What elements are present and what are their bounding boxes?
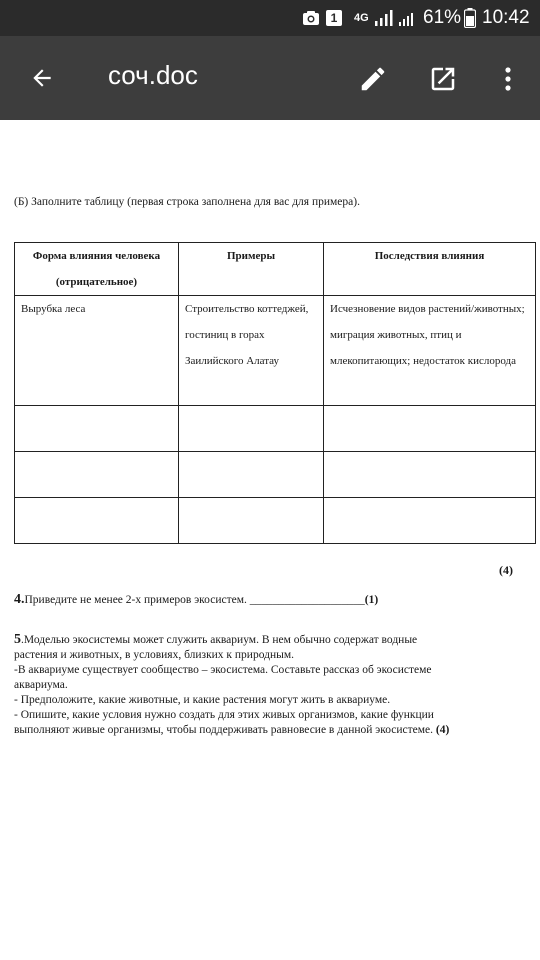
instruction-b: (Б) Заполните таблицу (первая строка заполнена для вас для примера). xyxy=(14,196,360,208)
table-cell[interactable] xyxy=(179,452,324,498)
table-row xyxy=(15,498,536,544)
q5-line: - Опишите, какие условия нужно создать для этих живых организмов, какие функции xyxy=(14,709,434,721)
table-cell[interactable] xyxy=(324,498,536,544)
more-vert-icon[interactable] xyxy=(488,58,528,100)
edit-pencil-icon[interactable] xyxy=(352,58,394,100)
question-number: 4. xyxy=(14,592,25,607)
table-cell[interactable] xyxy=(324,406,536,452)
table-cell[interactable] xyxy=(15,452,179,498)
mobile-signal-icon xyxy=(374,0,394,36)
q5-line: .Моделью экосистемы может служить аквариум. В нем обычно содержат водные xyxy=(21,634,418,646)
table-cell[interactable] xyxy=(179,498,324,544)
clock: 10:42 xyxy=(482,7,530,28)
question-4-score: (1) xyxy=(364,594,379,606)
battery-icon xyxy=(464,0,476,36)
table-score: (4) xyxy=(499,563,513,577)
question-5 xyxy=(14,632,526,738)
table-cell: Строительство коттеджей, гостиниц в горах Заилийского Алатау xyxy=(179,296,324,406)
impact-table xyxy=(14,242,536,544)
q5-line: -В аквариуме существует сообщество – экосистема. Составьте рассказ об экосистеме xyxy=(14,664,432,676)
question-number: 5 xyxy=(14,632,21,647)
table-cell: Исчезновение видов растений/животных; миграция животных, птиц и млекопитающих; недостаток кислорода xyxy=(324,296,536,406)
table-cell[interactable] xyxy=(179,406,324,452)
table-cell: Вырубка леса xyxy=(15,296,179,406)
app-toolbar xyxy=(0,36,540,120)
table-header-cell: Форма влияния человека (отрицательное) xyxy=(15,243,179,296)
open-external-icon[interactable] xyxy=(422,58,464,100)
table-header-cell: Последствия влияния xyxy=(324,243,536,296)
q5-line: - Предположите, какие животные, и какие растения могут жить в аквариуме. xyxy=(14,694,391,706)
network-type-icon: 4G xyxy=(354,12,369,24)
battery-percent: 61% xyxy=(423,7,462,28)
table-row xyxy=(15,452,536,498)
wifi-signal-icon xyxy=(398,0,416,36)
q5-line: растения и животных, в условиях, близких к природным. xyxy=(14,649,295,661)
table-header-row xyxy=(15,243,536,296)
document-page xyxy=(0,120,540,960)
question-4-text: Приведите не менее 2-х примеров экосистем. ____________________ xyxy=(24,594,365,606)
sim-badge-icon: 1 xyxy=(326,0,342,36)
table-cell[interactable] xyxy=(15,406,179,452)
back-arrow-icon[interactable] xyxy=(22,58,62,98)
table-cell[interactable] xyxy=(15,498,179,544)
status-bar xyxy=(0,0,540,36)
q5-line: выполняют живые организмы, чтобы поддерживать равновесие в данной экосистеме. xyxy=(14,724,434,736)
question-4 xyxy=(14,592,378,608)
question-5-score: (4) xyxy=(435,724,450,736)
screenshot-notification-icon xyxy=(302,0,320,36)
q5-line: аквариума. xyxy=(14,679,68,691)
table-header-cell: Примеры xyxy=(179,243,324,296)
table-cell[interactable] xyxy=(324,452,536,498)
table-row xyxy=(15,406,536,452)
table-row xyxy=(15,296,536,406)
document-title: соч.doc xyxy=(108,60,198,90)
